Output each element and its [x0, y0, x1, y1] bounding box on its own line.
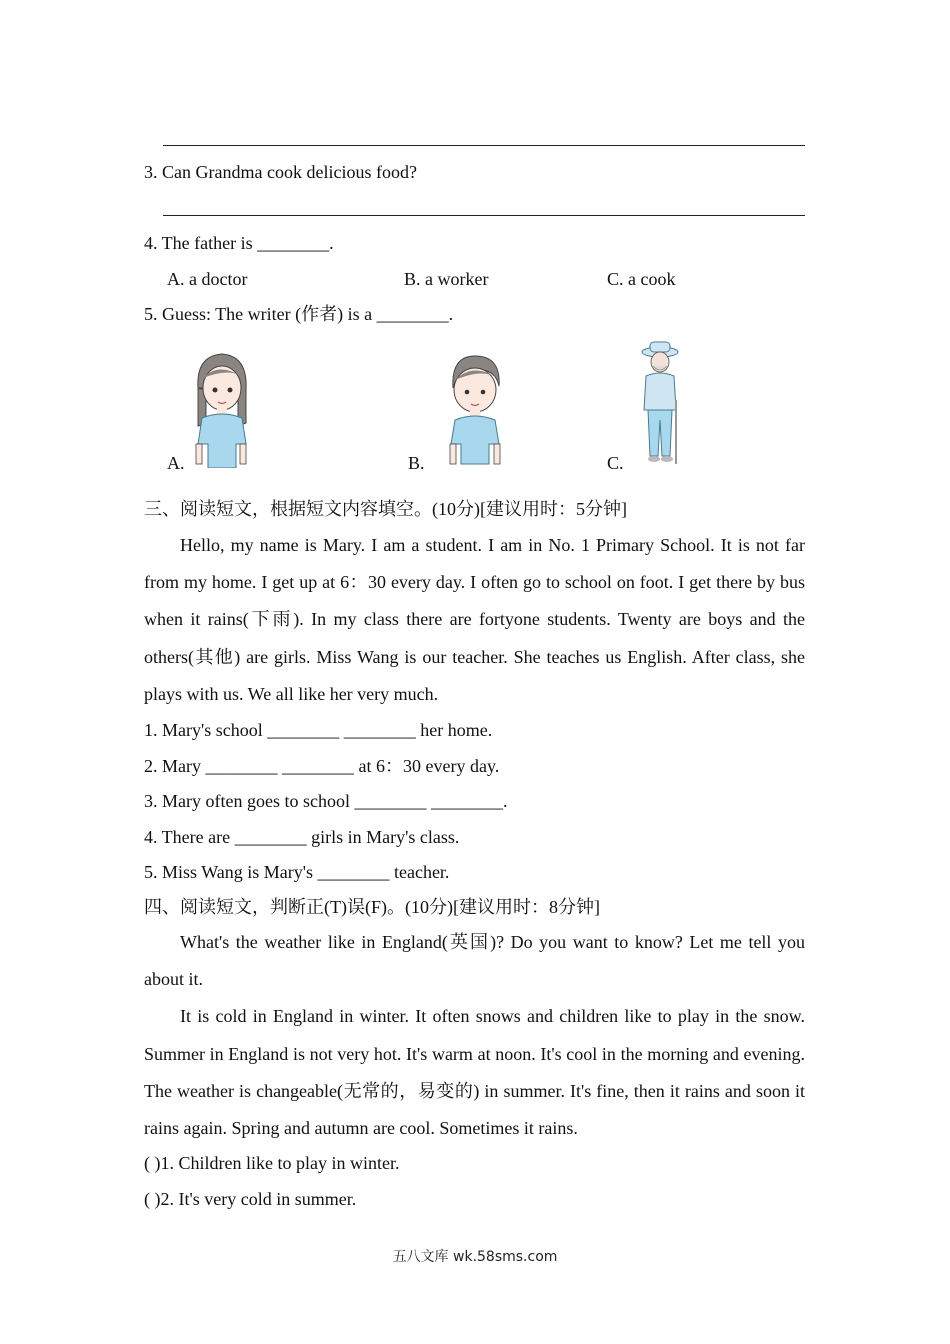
part3-question-4: 4. There are ________ girls in Mary's class.: [144, 827, 460, 847]
part4-question-2: ( )2. It's very cold in summer.: [144, 1189, 357, 1209]
answer-line-q2: [163, 145, 805, 146]
part3-heading: 三、阅读短文，根据短文内容填空。(10分)[建议用时：5分钟]: [144, 499, 627, 519]
q5-option-b: B.: [408, 453, 425, 473]
q5-option-a: A.: [167, 453, 185, 473]
question-4: 4. The father is ________.: [144, 233, 334, 253]
part4-paragraph-1: What's the weather like in England(英国)? Do you want to know? Let me tell you about it.: [144, 932, 805, 990]
old-man-illustration: [636, 340, 684, 466]
part4-question-1: ( )1. Children like to play in winter.: [144, 1153, 400, 1173]
q5-option-c: C.: [607, 453, 624, 473]
q4-option-b: B. a worker: [404, 269, 489, 289]
q4-option-a: A. a doctor: [167, 269, 248, 289]
part4-heading: 四、阅读短文，判断正(T)误(F)。(10分)[建议用时：8分钟]: [144, 897, 600, 917]
part3-question-5: 5. Miss Wang is Mary's ________ teacher.: [144, 862, 450, 882]
part3-question-1: 1. Mary's school ________ ________ her home.: [144, 720, 493, 740]
part3-question-3: 3. Mary often goes to school ________ ________.: [144, 791, 508, 811]
part4-passage: [144, 924, 805, 1147]
q4-option-c: C. a cook: [607, 269, 676, 289]
boy-illustration: [443, 352, 507, 468]
part4-paragraph-2: It is cold in England in winter. It often snows and children like to play in the snow. Summer in England is not very hot. It's warm at noon. It's cool in the morning and evening. The weather is changeable(无常的，易变的) in summer. It's fine, then it rains and soon it rains again. Spring and autumn are cool. Sometimes it rains.: [144, 1006, 805, 1139]
girl-illustration: [188, 348, 254, 468]
part3-passage-text: Hello, my name is Mary. I am a student. I am in No. 1 Primary School. It is not far from my home. I get up at 6：30 every day. I often go to school on foot. I get there by bus when it rains(下雨). In my class there are fortyone students. Twenty are boys and the others(其他) are girls. Miss Wang is our teacher. She teaches us English. After class, she plays with us. We all like her very much.: [144, 535, 805, 704]
part3-question-2: 2. Mary ________ ________ at 6：30 every day.: [144, 756, 500, 776]
question-3: 3. Can Grandma cook delicious food?: [144, 162, 417, 182]
page-footer: 五八文库 wk.58sms.com: [392, 1249, 558, 1265]
part3-passage: [144, 527, 805, 713]
answer-line-q3: [163, 215, 805, 216]
question-5: 5. Guess: The writer (作者) is a ________.: [144, 304, 454, 324]
